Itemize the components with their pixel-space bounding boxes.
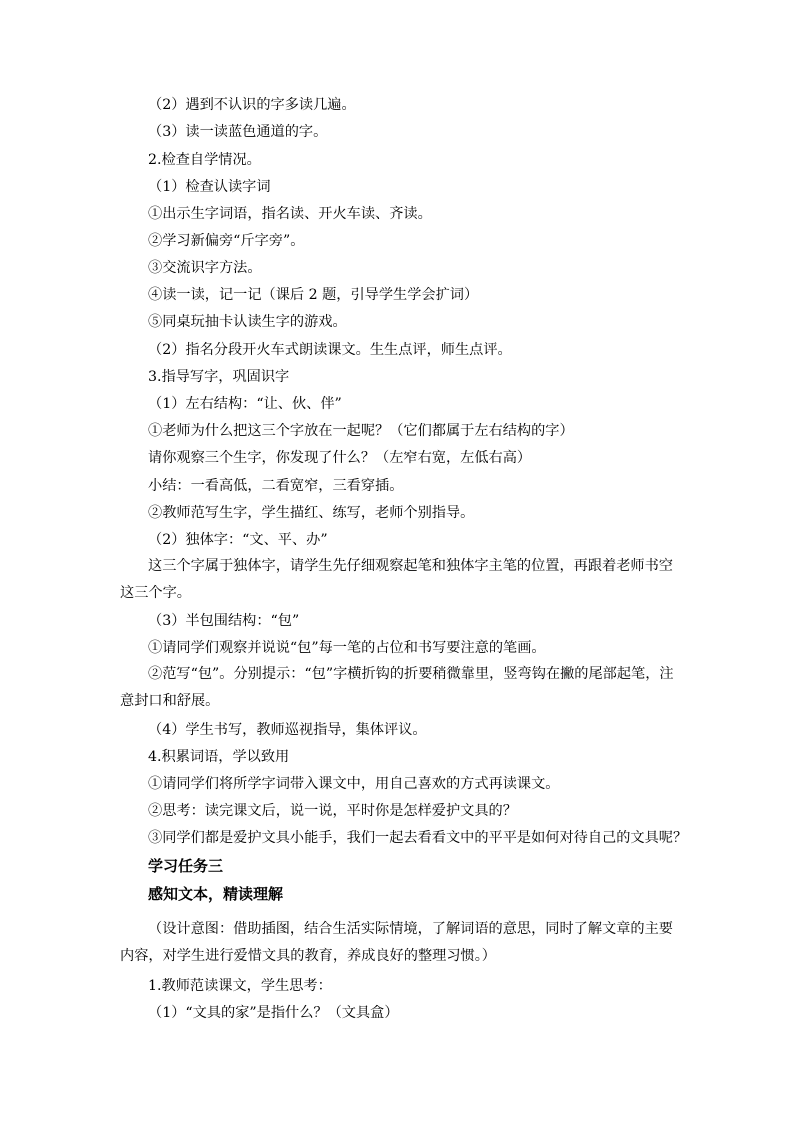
text-line: ③交流识字方法。 — [148, 260, 262, 276]
text-line: （1）左右结构：“让、伙、伴” — [148, 396, 342, 412]
text-line: （3）读一读蓝色通道的字。 — [148, 124, 328, 140]
text-line: ③同学们都是爱护文具小能手，我们一起去看看文中的平平是如何对待自己的文具呢？ — [148, 830, 688, 846]
text-paragraph: （设计意图：借助插图，结合生活实际情境，了解词语的意思，同时了解文章的主要内容，对学生进行爱惜文具的教育，养成良好的整理习惯。） — [120, 921, 673, 964]
text-paragraph: ②范写“包”。分别提示：“包”字横折钩的折要稍微靠里，竖弯钩在撇的尾部起笔，注意封口和舒展。 — [120, 666, 674, 709]
text-line: 小结：一看高低，二看宽窄，三看穿插。 — [148, 478, 404, 494]
text-line: ②学习新偏旁“斤字旁”。 — [148, 233, 305, 249]
text-line: 2.检查自学情况。 — [148, 152, 261, 168]
text-line: （2）遇到不认识的字多读几遍。 — [148, 97, 356, 113]
text-line: ⑤同桌玩抽卡认读生字的游戏。 — [148, 314, 347, 330]
text-paragraph: 这三个字属于独体字，请学生先仔细观察起笔和独体字主笔的位置，再跟着老师书空这三个字。 — [120, 558, 673, 601]
text-line: （2）独体字：“文、平、办” — [148, 532, 328, 548]
text-line: 请你观察三个生字，你发现了什么？（左窄右宽，左低右高） — [148, 450, 532, 466]
text-line: ①请同学们观察并说说“包”每一笔的占位和书写要注意的笔画。 — [148, 640, 546, 656]
text-line: 4.积累词语，学以致用 — [148, 749, 290, 765]
text-line: ①出示生字词语，指名读、开火车读、齐读。 — [148, 206, 432, 222]
text-line: （4）学生书写，教师巡视指导，集体评议。 — [148, 722, 427, 738]
text-line: ①请同学们将所学字词带入课文中，用自己喜欢的方式再读课文。 — [148, 776, 560, 792]
text-line: ①老师为什么把这三个字放在一起呢？（它们都属于左右结构的字） — [148, 423, 574, 439]
section-heading: 学习任务三 — [148, 857, 224, 875]
text-line: 1.教师范读课文，学生思考： — [148, 978, 332, 994]
text-line: （2）指名分段开火车式朗读课文。生生点评，师生点评。 — [148, 342, 512, 358]
text-line: ④读一读，记一记（课后 2 题，引导学生学会扩词） — [148, 287, 479, 303]
text-line: ②教师范写生字，学生描红、练写，老师个别指导。 — [148, 505, 475, 521]
text-line: （3）半包围结构：“包” — [148, 613, 300, 629]
text-line: （1）检查认读字词 — [148, 179, 271, 195]
text-line: （1）“文具的家”是指什么？（文具盒） — [148, 1005, 399, 1021]
section-subheading: 感知文本，精读理解 — [148, 885, 284, 903]
text-line: ②思考：读完课文后，说一说，平时你是怎样爱护文具的？ — [148, 803, 517, 819]
text-line: 3.指导写字，巩固识字 — [148, 369, 290, 385]
